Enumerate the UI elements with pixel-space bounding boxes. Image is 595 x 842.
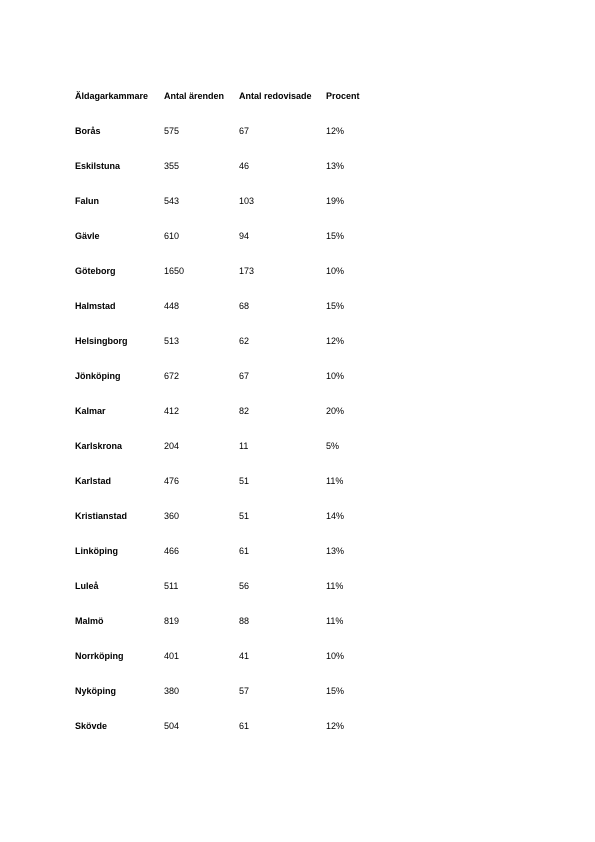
cell-percent: 15% — [326, 231, 345, 241]
cell-percent: 11% — [326, 581, 344, 591]
table-row — [75, 160, 375, 195]
table-body — [75, 125, 375, 755]
cell-percent: 11% — [326, 616, 344, 626]
cell-court: Eskilstuna — [75, 161, 121, 171]
cell-percent: 10% — [326, 266, 345, 276]
cell-reported: 11 — [239, 441, 249, 451]
table-row — [75, 370, 375, 405]
cell-percent: 10% — [326, 651, 345, 661]
table-row — [75, 125, 375, 160]
cell-court: Malmö — [75, 616, 104, 626]
cell-percent: 15% — [326, 686, 345, 696]
cell-percent: 13% — [326, 161, 345, 171]
cell-reported: 57 — [239, 686, 250, 696]
table-header-row — [75, 90, 375, 125]
cell-cases: 380 — [164, 686, 180, 696]
cell-cases: 448 — [164, 301, 180, 311]
cell-cases: 355 — [164, 161, 180, 171]
table-row — [75, 615, 375, 650]
cell-percent: 14% — [326, 511, 345, 521]
cell-reported: 94 — [239, 231, 250, 241]
table-row — [75, 510, 375, 545]
cell-reported: 51 — [239, 511, 250, 521]
table-row — [75, 405, 375, 440]
cell-court: Nyköping — [75, 686, 117, 696]
header-court: Äldagarkammare — [75, 91, 149, 101]
cell-cases: 575 — [164, 126, 180, 136]
cell-percent: 12% — [326, 126, 345, 136]
cell-percent: 13% — [326, 546, 345, 556]
cell-reported: 56 — [239, 581, 250, 591]
table-row — [75, 230, 375, 265]
header-cases: Antal ärenden — [164, 91, 225, 101]
header-reported: Antal redovisade — [239, 91, 312, 101]
cell-court: Helsingborg — [75, 336, 128, 346]
table-row — [75, 195, 375, 230]
table-row — [75, 580, 375, 615]
cell-percent: 15% — [326, 301, 345, 311]
cell-court: Karlskrona — [75, 441, 123, 451]
cell-cases: 819 — [164, 616, 180, 626]
table-row — [75, 300, 375, 335]
cell-court: Luleå — [75, 581, 99, 591]
cell-court: Linköping — [75, 546, 118, 556]
cell-cases: 360 — [164, 511, 180, 521]
table-row — [75, 335, 375, 370]
cell-court: Halmstad — [75, 301, 116, 311]
cell-court: Kristianstad — [75, 511, 128, 521]
cell-reported: 67 — [239, 371, 250, 381]
cell-cases: 476 — [164, 476, 180, 486]
table-row — [75, 685, 375, 720]
cell-cases: 412 — [164, 406, 180, 416]
table-row — [75, 720, 375, 755]
table-row — [75, 650, 375, 685]
cell-court: Skövde — [75, 721, 108, 731]
cell-reported: 62 — [239, 336, 250, 346]
cell-reported: 61 — [239, 721, 250, 731]
cell-reported: 41 — [239, 651, 250, 661]
header-percent: Procent — [326, 91, 360, 101]
cell-cases: 204 — [164, 441, 180, 451]
data-table — [75, 90, 375, 755]
cell-court: Göteborg — [75, 266, 116, 276]
cell-percent: 5% — [326, 441, 340, 451]
cell-court: Gävle — [75, 231, 100, 241]
cell-reported: 82 — [239, 406, 250, 416]
cell-cases: 610 — [164, 231, 180, 241]
cell-reported: 88 — [239, 616, 250, 626]
cell-reported: 46 — [239, 161, 250, 171]
cell-reported: 173 — [239, 266, 255, 276]
cell-reported: 67 — [239, 126, 250, 136]
cell-court: Borås — [75, 126, 101, 136]
cell-percent: 12% — [326, 336, 345, 346]
cell-court: Karlstad — [75, 476, 112, 486]
cell-court: Kalmar — [75, 406, 106, 416]
cell-cases: 513 — [164, 336, 180, 346]
cell-reported: 103 — [239, 196, 255, 206]
cell-percent: 10% — [326, 371, 345, 381]
cell-reported: 68 — [239, 301, 250, 311]
cell-court: Falun — [75, 196, 99, 206]
cell-cases: 511 — [164, 581, 179, 591]
cell-cases: 466 — [164, 546, 180, 556]
cell-percent: 11% — [326, 476, 344, 486]
cell-cases: 504 — [164, 721, 180, 731]
table-row — [75, 440, 375, 475]
table-row — [75, 265, 375, 300]
table-row — [75, 545, 375, 580]
cell-reported: 61 — [239, 546, 250, 556]
cell-cases: 672 — [164, 371, 180, 381]
cell-cases: 401 — [164, 651, 180, 661]
cell-court: Norrköping — [75, 651, 124, 661]
cell-percent: 20% — [326, 406, 345, 416]
cell-percent: 12% — [326, 721, 345, 731]
cell-court: Jönköping — [75, 371, 121, 381]
cell-cases: 543 — [164, 196, 180, 206]
cell-cases: 1650 — [164, 266, 185, 276]
table-row — [75, 475, 375, 510]
cell-percent: 19% — [326, 196, 345, 206]
cell-reported: 51 — [239, 476, 250, 486]
